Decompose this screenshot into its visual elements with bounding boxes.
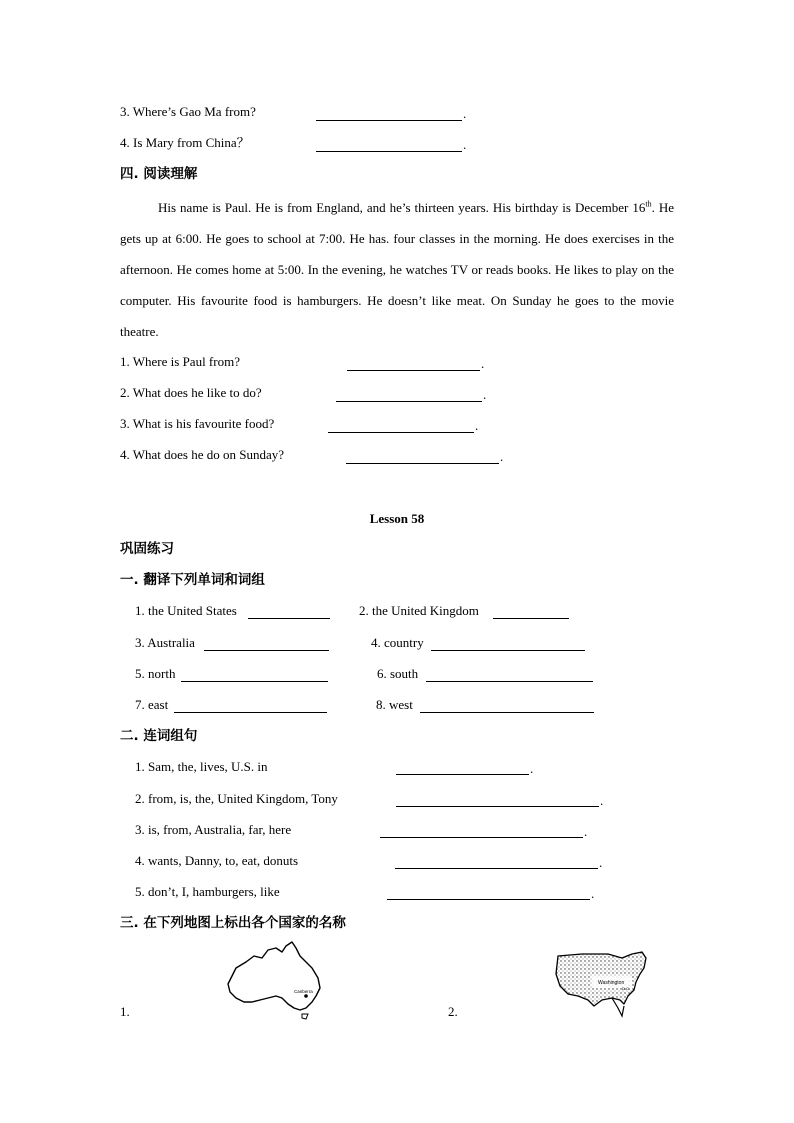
capital-label-canberra: Canberra [294,989,313,994]
period: . [584,824,588,839]
vocab-item: 4. country [371,635,424,650]
sentence-item: 3. is, from, Australia, far, here [135,822,292,837]
passage-text: . He gets up at 6:00. He goes to school at 7:00. He has. four classes in the morning. He does exercises in the afternoon. He comes home at 5:00. In the evening, he watches TV or reads books. He likes to play on the computer. His favourite food is hamburgers. He doesn’t like meat. On Sunday he goes to the movie theatre. [120,200,674,339]
vocab-item: 2. the United Kingdom [359,603,479,618]
answer-blank[interactable] [248,618,330,619]
answer-blank[interactable] [396,774,529,775]
answer-blank[interactable] [204,650,329,651]
answer-blank[interactable] [420,712,594,713]
period: . [481,356,485,371]
answer-blank[interactable] [316,151,462,152]
map-number-1: 1. [120,1004,130,1019]
answer-blank[interactable] [387,899,590,900]
passage-text: His name is Paul. He is from England, and he’s thirteen years. His birthday is December 16 [158,200,646,215]
answer-blank[interactable] [336,401,482,402]
answer-blank[interactable] [181,681,328,682]
lesson-title: Lesson 58 [369,511,425,526]
reading-question-1: 1. Where is Paul from? [120,354,240,369]
passage-superscript: th [645,199,652,209]
period: . [530,761,534,776]
vocab-item: 6. south [377,666,419,681]
answer-blank[interactable] [380,837,583,838]
answer-blank[interactable] [174,712,327,713]
answer-blank[interactable] [426,681,593,682]
reading-passage [120,192,674,347]
reading-question-3: 3. What is his favourite food? [120,416,275,431]
section-heading-translate: 一. 翻译下列单词和词组 [120,572,265,588]
sentence-item: 5. don’t, I, hamburgers, like [135,884,280,899]
period: . [463,137,467,152]
period: . [600,793,604,808]
vocab-item: 8. west [376,697,413,712]
section-heading-maps: 三. 在下列地图上标出各个国家的名称 [120,915,346,931]
answer-blank[interactable] [346,463,499,464]
capital-label-dc: D.C. [622,986,630,991]
answer-blank[interactable] [347,370,480,371]
period: . [591,886,595,901]
usa-map-icon [552,948,650,1020]
period: . [500,449,504,464]
answer-blank[interactable] [316,120,462,121]
section-heading-reading: 四. 阅读理解 [120,166,198,182]
reading-question-2: 2. What does he like to do? [120,385,262,400]
period: . [483,387,487,402]
answer-blank[interactable] [493,618,569,619]
vocab-item: 5. north [135,666,176,681]
map-number-2: 2. [448,1004,458,1019]
australia-map-icon [224,938,328,1020]
section-heading-sentences: 二. 连词组句 [120,728,198,744]
sentence-item: 2. from, is, the, United Kingdom, Tony [135,791,338,806]
answer-blank[interactable] [395,868,598,869]
practice-heading: 巩固练习 [120,541,174,557]
question-3: 3. Where’s Gao Ma from? [120,104,256,119]
answer-blank[interactable] [328,432,474,433]
vocab-item: 1. the United States [135,603,237,618]
question-4: 4. Is Mary from China？ [120,135,250,150]
answer-blank[interactable] [431,650,585,651]
period: . [599,855,603,870]
vocab-item: 7. east [135,697,169,712]
reading-question-4: 4. What does he do on Sunday? [120,447,285,462]
period: . [463,106,467,121]
vocab-item: 3. Australia [135,635,195,650]
capital-label-washington: Washington [598,980,625,986]
sentence-item: 4. wants, Danny, to, eat, donuts [135,853,299,868]
answer-blank[interactable] [396,806,599,807]
period: . [475,418,479,433]
sentence-item: 1. Sam, the, lives, U.S. in [135,759,268,774]
